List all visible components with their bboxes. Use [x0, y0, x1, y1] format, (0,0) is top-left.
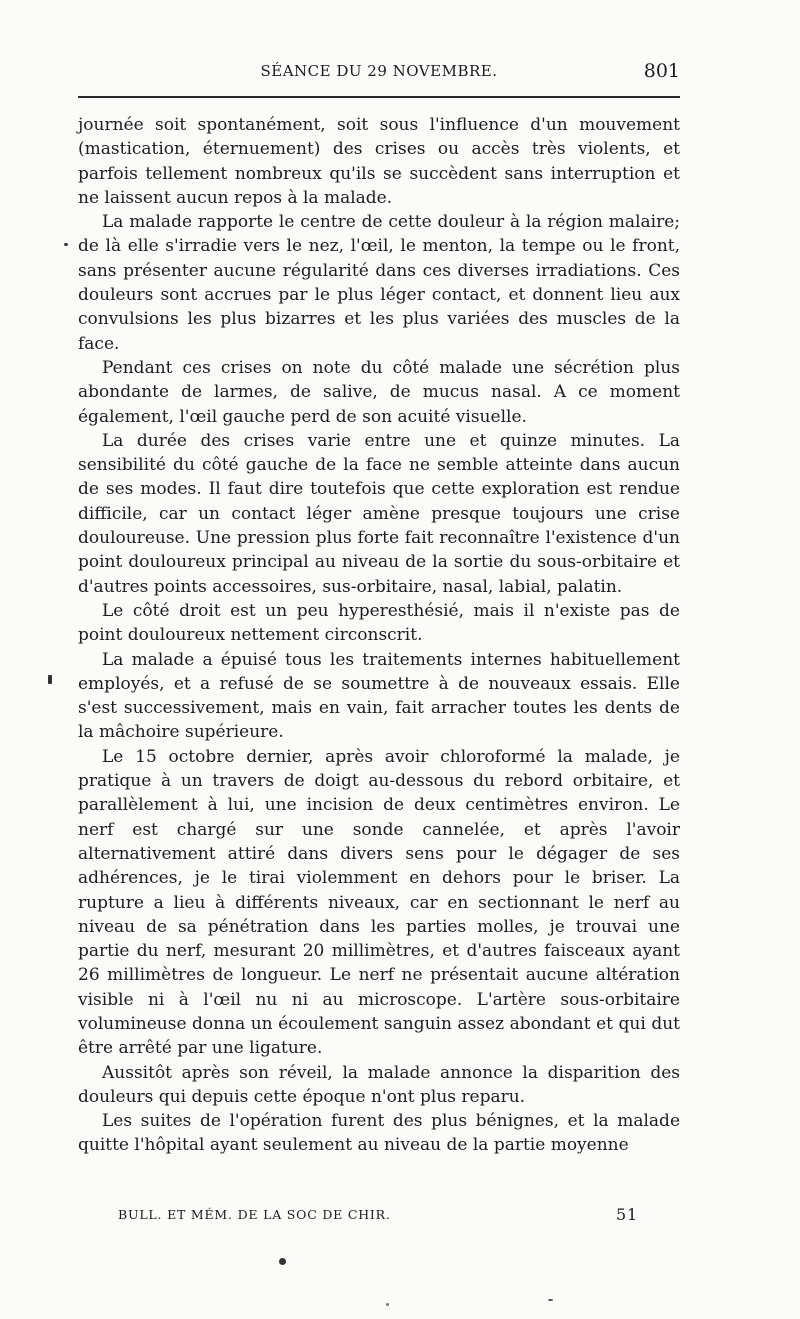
ink-speck: [386, 1303, 389, 1306]
paragraph-7: Le 15 octobre dernier, après avoir chloroformé la malade, je pratique à un travers de doigt au-dessous du rebord orbitaire, et parallèlement à lui, une incision de deux centimètres environ. Le nerf est chargé sur une sonde cannelée, et après l'avoir alternativement attiré dans divers sens pour le dégager de ses adhérences, je le tirai violemment en dehors pour le briser. La rupture a lieu à différents niveaux, car en sectionnant le nerf au niveau de sa pénétration dans les parties molles, je trouvai une partie du nerf, mesurant 20 millimètres, et d'autres faisceaux ayant 26 millimètres de longueur. Le nerf ne présentait aucune altération visible ni à l'œil nu ni au microscope. L'artère sous-orbitaire volumineuse donna un écoulement sanguin assez abondant et qui dut être arrêté par une ligature.: [78, 746, 680, 1059]
paragraph-2: La malade rapporte le centre de cette douleur à la région malaire; de là elle s'irradie vers le nez, l'œil, le menton, la tempe ou le front, sans présenter aucune régularité dans ces diverses irradiations. Ces douleurs sont accrues par le plus léger contact, et donnent lieu aux convulsions les plus bizarres et les plus variées des muscles de la face.: [78, 212, 680, 354]
paragraph-4: La durée des crises varie entre une et quinze minutes. La sensibilité du côté gauche de la face ne semble atteinte dans aucun de ses modes. Il faut dire toutefois que cette exploration est rendue difficile, car un contact léger amène presque toujours une crise douloureuse. Une pression plus forte fait reconnaître l'existence d'un point douloureux principal au niveau de la sortie du sous-orbitaire et d'autres points accessoires, sus-orbitaire, nasal, labial, palatin.: [78, 430, 680, 597]
body-text: [78, 113, 680, 1158]
header-rule: [78, 96, 680, 98]
paragraph-3: Pendant ces crises on note du côté malade une sécrétion plus abondante de larmes, de salive, de mucus nasal. A ce moment également, l'œil gauche perd de son acuité visuelle.: [78, 357, 680, 427]
page-number: 801: [643, 60, 680, 82]
ink-speck: [48, 675, 52, 684]
page-header: [78, 62, 680, 88]
paragraph-1: journée soit spontanément, soit sous l'influence d'un mouvement (mastication, éternuement) des crises ou accès très violents, et parfois tellement nombreux qu'ils se succèdent sans interruption et ne laissent aucun repos à la malade.: [78, 115, 680, 208]
paragraph-6: La malade a épuisé tous les traitements internes habituellement employés, et a refusé de se soumettre à de nouveaux essais. Elle s'est successivement, mais en vain, fait arracher toutes les dents de la mâchoire supérieure.: [78, 649, 680, 743]
paragraph-8: Aussitôt après son réveil, la malade annonce la disparition des douleurs qui depuis cette époque n'ont plus reparu.: [78, 1062, 680, 1107]
ink-speck: [548, 1299, 553, 1301]
ink-speck: [64, 243, 68, 246]
paragraph-5: Le côté droit est un peu hyperesthésié, mais il n'existe pas de point douloureux nettement circonscrit.: [78, 600, 680, 646]
paragraph-9: Les suites de l'opération furent des plus bénignes, et la malade quitte l'hôpital ayant seulement au niveau de la partie moyenne: [78, 1111, 680, 1156]
footer-signature: 51: [616, 1205, 638, 1224]
page-footer: [118, 1207, 638, 1227]
footer-journal: BULL. ET MÉM. DE LA SOC DE CHIR.: [118, 1207, 391, 1222]
running-title: SÉANCE DU 29 NOVEMBRE.: [260, 62, 498, 80]
ink-speck: [279, 1258, 286, 1265]
